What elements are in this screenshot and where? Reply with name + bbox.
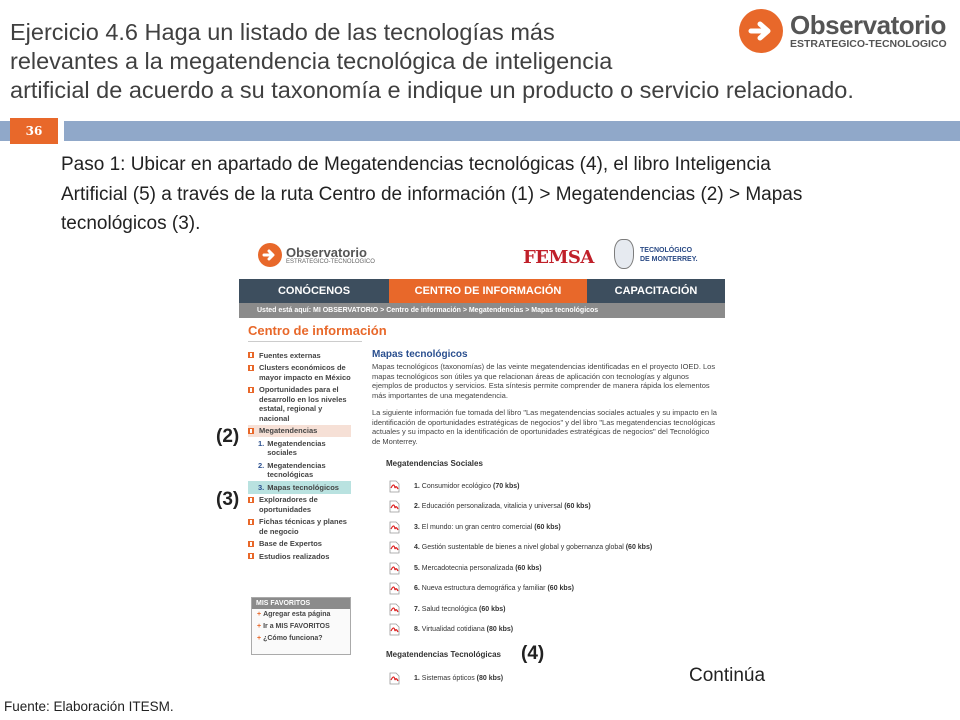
- pdf-icon: [389, 582, 400, 595]
- tec-seal-icon: [614, 239, 634, 269]
- observatorio-logo: [739, 8, 954, 54]
- sidebar-item-oportunidades[interactable]: [248, 384, 351, 425]
- main-paragraph-1: Mapas tecnológicos (taxonomías) de las veinte megatendencias identificadas en el proyecto IOED. Los mapas tecnológicos son útiles ya que relacionan áreas de aplicación con tecnologías y algunos ejemplos de productos y servicios. Esta síntesis permite comprender de manera rápida los elementos más importantes de una megatendencia.: [372, 362, 716, 400]
- favorites-add-link[interactable]: + Agregar esta página: [257, 611, 331, 618]
- sidebar-item-label: Fuentes externas: [259, 350, 321, 360]
- section-divider: [248, 341, 362, 342]
- sidebar-item-label: Exploradores de oportunidades: [259, 495, 318, 514]
- plus-icon: [248, 541, 254, 547]
- sidebar-item-clusters[interactable]: [248, 362, 351, 384]
- nav-capacitacion[interactable]: CAPACITACIÓN: [587, 279, 725, 303]
- sidebar-subitem-mapas[interactable]: 3. Mapas tecnológicos: [248, 481, 351, 494]
- pdf-icon: [389, 672, 400, 685]
- page-number-bar: [0, 118, 960, 144]
- bar-left-segment: [0, 121, 10, 141]
- pdf-link[interactable]: [389, 582, 574, 596]
- breadcrumb[interactable]: Usted está aquí: MI OBSERVATORIO > Centro de información > Megatendencias > Mapas tecnológicos: [239, 303, 725, 318]
- pdf-icon: [389, 521, 400, 534]
- title-line-2: relevantes a la megatendencia tecnológica de inteligencia: [10, 48, 613, 74]
- tec-logo[interactable]: [640, 246, 698, 264]
- sidebar-item-label: Base de Expertos: [259, 539, 322, 548]
- pdf-link[interactable]: [389, 479, 519, 493]
- annotation-2: (2): [216, 426, 240, 447]
- main-paragraph-2: La siguiente información fue tomada del libro "Las megatendencias sociales actuales y su impacto en la identificación de oportunidades estratégicas de negocios" y del libro "Las megatendencias tecnológicas actuales y su impacto en la identificación de oportunidades estratégicas de negocios" del Tecnológico de Monterrey.: [372, 408, 717, 446]
- pdf-link-label: 6. Nueva estructura demográfica y familiar (60 kbs): [414, 585, 574, 592]
- favorites-go-link[interactable]: + Ir a MIS FAVORITOS: [257, 623, 330, 630]
- pdf-icon: [389, 623, 400, 636]
- pdf-link-label: 1. Sistemas ópticos (80 kbs): [414, 674, 504, 682]
- pdf-link[interactable]: [389, 561, 542, 575]
- source-note: Fuente: Elaboración ITESM.: [4, 699, 174, 714]
- annotation-3: (3): [216, 489, 240, 510]
- sidebar-item-label: Estudios realizados: [259, 551, 330, 561]
- website-screenshot: [236, 235, 728, 690]
- tech-heading: Megatendencias Tecnológicas: [386, 650, 501, 659]
- nav-conocenos[interactable]: CONÓCENOS: [239, 279, 389, 303]
- pdf-link[interactable]: [389, 541, 652, 555]
- site-logo-mark-icon: [258, 243, 282, 267]
- sidebar-subitem-sociales[interactable]: 1. Megatendencias sociales: [248, 437, 351, 459]
- site-logo-sub: ESTRATEGICO-TECNOLOGICO: [286, 258, 375, 265]
- pdf-icon: [389, 562, 400, 575]
- logo-subtitle: ESTRATEGICO-TECNOLOGICO: [790, 38, 947, 51]
- title-line-1: Ejercicio 4.6 Haga un listado de las tecnologías más: [10, 19, 555, 45]
- sidebar-subitem-label: Megatendencias sociales: [267, 438, 326, 457]
- site-logo[interactable]: [258, 243, 375, 267]
- sidebar-subitem-tecnologicas[interactable]: 2. Megatendencias tecnológicas: [248, 459, 351, 481]
- sidebar-subitem-label: Megatendencias tecnológicas: [267, 460, 326, 479]
- pdf-link-label: 4. Gestión sustentable de bienes a nivel global y gobernanza global (60 kbs): [414, 544, 653, 551]
- title-line-3: artificial de acuerdo a su taxonomía e indique un producto o servicio relacionado.: [10, 77, 854, 103]
- plus-icon: +: [257, 623, 262, 630]
- sidebar-item-label: Oportunidades para el desarrollo en los niveles estatal, regional y nacional: [259, 385, 347, 423]
- pdf-icon: [389, 500, 400, 513]
- section-title: Centro de información: [248, 323, 387, 338]
- main-content: [372, 349, 717, 446]
- bar-right-segment: [64, 121, 960, 141]
- logo-name: Observatorio: [790, 10, 946, 41]
- tec-line-2: DE MONTERREY.: [640, 256, 698, 263]
- pdf-icon: [389, 480, 400, 493]
- sidebar-item-label: Fichas técnicas y planes de negocio: [259, 517, 347, 536]
- pdf-icon: [389, 541, 400, 554]
- plus-icon: [248, 497, 254, 503]
- site-navbar: [239, 279, 725, 303]
- site-header: [236, 235, 728, 279]
- main-title: Mapas tecnológicos: [372, 349, 468, 360]
- continue-label: Continúa: [689, 665, 766, 686]
- annotation-4: (4): [521, 643, 545, 664]
- sidebar-item-label: Clusters económicos de mayor impacto en México: [259, 363, 351, 382]
- sidebar-item-label: Megatendencias: [259, 426, 318, 435]
- pdf-link[interactable]: [389, 500, 591, 514]
- plus-icon: +: [257, 611, 262, 618]
- favorites-help-link[interactable]: + ¿Cómo funciona?: [257, 635, 323, 642]
- pdf-link[interactable]: [389, 671, 503, 685]
- favorites-title: MIS FAVORITOS: [252, 598, 350, 609]
- plus-icon: [248, 519, 254, 525]
- pdf-icon: [389, 603, 400, 616]
- pdf-link-label: 2. Educación personalizada, vitalicia y universal (60 kbs): [414, 503, 591, 510]
- pdf-link[interactable]: [389, 520, 561, 534]
- nav-centro-informacion[interactable]: CENTRO DE INFORMACIÓN: [389, 279, 587, 303]
- logo-mark-icon: [739, 9, 783, 53]
- site-logo-name: Observatorio: [286, 244, 367, 260]
- sidebar-item-exploradores[interactable]: [248, 494, 351, 516]
- sidebar-item-estudios[interactable]: [248, 550, 351, 563]
- sidebar: [248, 349, 351, 563]
- page-number: 36: [10, 118, 58, 144]
- favorites-box: [251, 597, 351, 655]
- plus-icon: [248, 387, 254, 393]
- sidebar-item-megatendencias[interactable]: [248, 425, 351, 438]
- sidebar-item-fuentes[interactable]: [248, 349, 351, 362]
- femsa-logo[interactable]: FEMSA: [523, 247, 594, 268]
- plus-icon: [248, 553, 254, 559]
- plus-icon: [248, 365, 254, 371]
- plus-icon: [248, 352, 254, 358]
- pdf-link-label: 3. El mundo: un gran centro comercial (60 kbs): [414, 523, 561, 531]
- social-heading: Megatendencias Sociales: [386, 459, 483, 468]
- pdf-link-label: 5. Mercadotecnia personalizada (60 kbs): [414, 564, 542, 572]
- minus-icon: [248, 428, 254, 434]
- pdf-link-label: 1. Consumidor ecológico (70 kbs): [414, 482, 520, 490]
- pdf-link-label: 7. Salud tecnológica (60 kbs): [414, 605, 506, 613]
- plus-icon: +: [257, 635, 262, 642]
- social-section: [386, 459, 686, 468]
- pdf-link[interactable]: [389, 602, 505, 616]
- pdf-link[interactable]: [389, 623, 513, 637]
- sidebar-item-fichas[interactable]: [248, 516, 351, 538]
- step-instructions: Paso 1: Ubicar en apartado de Megatendencias tecnológicas (4), el libro Inteligencia Artificial (5) a través de la ruta Centro de información (1) > Megatendencias (2) > Mapas tecnológicos (3).: [61, 154, 803, 234]
- sidebar-subitem-label: Mapas tecnológicos: [267, 482, 339, 492]
- pdf-link-label: 8. Virtualidad cotidiana (80 kbs): [414, 626, 514, 633]
- tec-line-1: TECNOLÓGICO: [640, 247, 693, 254]
- sidebar-item-expertos[interactable]: [248, 538, 351, 551]
